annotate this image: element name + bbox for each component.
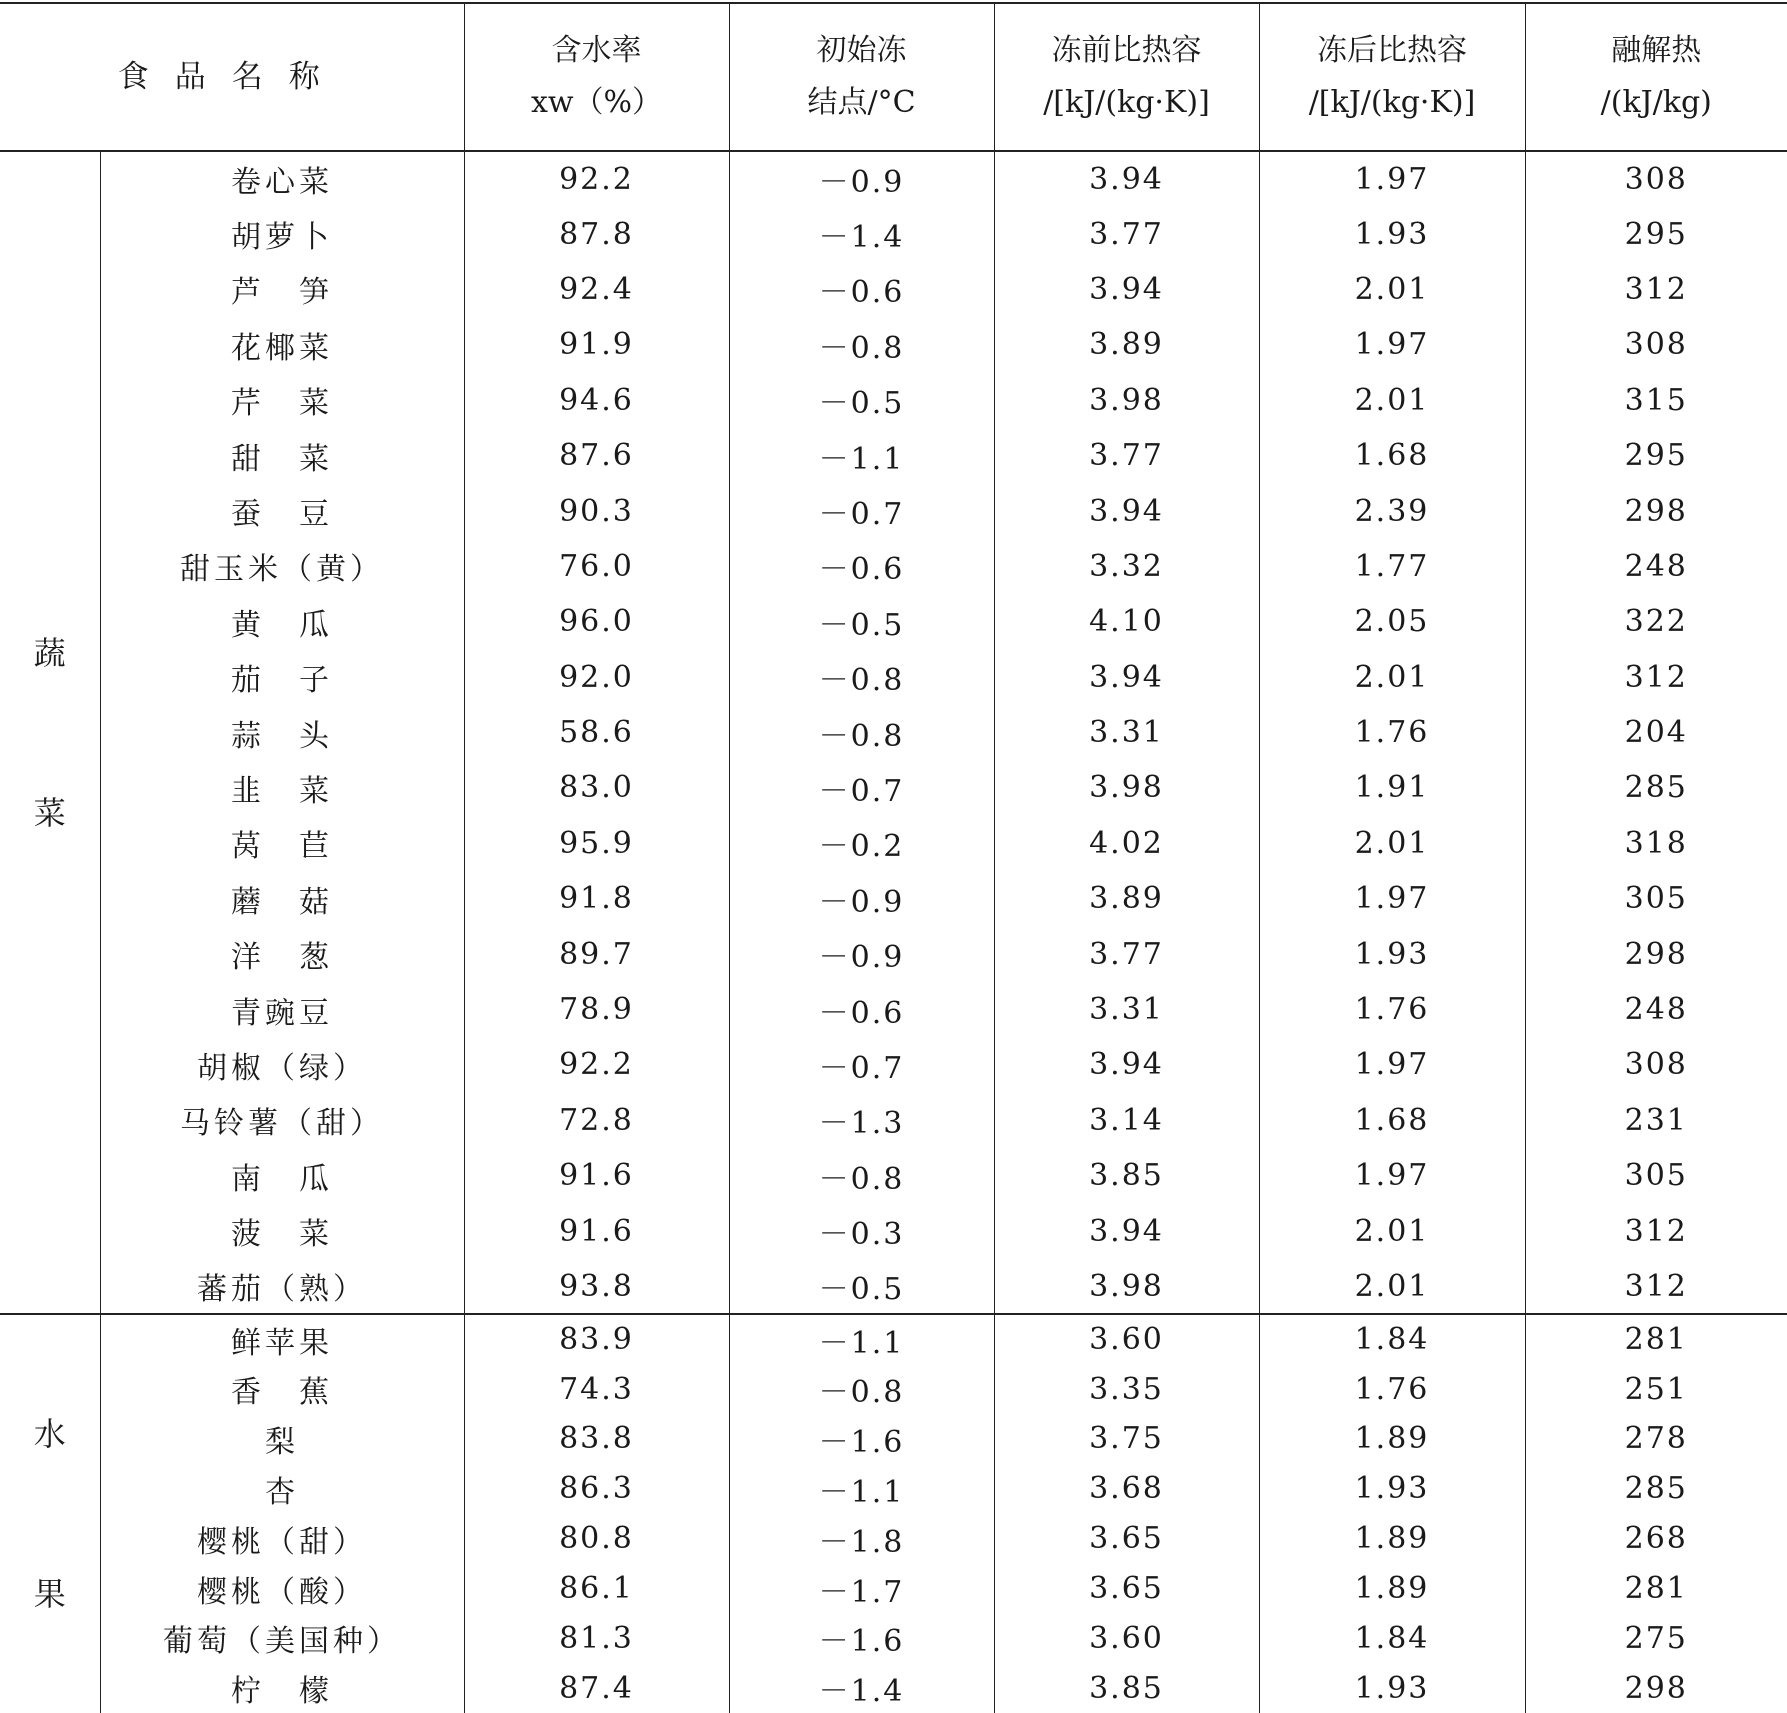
specific-heat-before-cell: 3.75 [994, 1414, 1259, 1464]
specific-heat-before-cell: 3.98 [994, 760, 1259, 815]
food-name-cell: 葡萄（美国种） [100, 1614, 464, 1664]
food-name-cell: 杏 [100, 1464, 464, 1514]
specific-heat-before-cell: 3.31 [994, 982, 1259, 1037]
specific-heat-before-cell: 3.94 [994, 650, 1259, 705]
specific-heat-before-cell: 3.60 [994, 1314, 1259, 1364]
latent-heat-cell: 308 [1525, 317, 1787, 372]
header-latent-heat [1525, 3, 1787, 151]
water-content-cell: 94.6 [464, 373, 729, 428]
table-row [0, 1414, 1787, 1464]
specific-heat-after-cell: 1.93 [1259, 926, 1525, 981]
table-row [0, 1564, 1787, 1614]
specific-heat-after-cell: 2.01 [1259, 1259, 1525, 1314]
specific-heat-before-cell: 3.89 [994, 871, 1259, 926]
specific-heat-before-cell: 3.31 [994, 705, 1259, 760]
specific-heat-before-cell: 3.77 [994, 428, 1259, 483]
specific-heat-after-cell: 1.97 [1259, 1148, 1525, 1203]
specific-heat-before-cell: 3.77 [994, 206, 1259, 261]
food-name-cell: 樱桃（酸） [100, 1564, 464, 1614]
freezing-point-cell: －1.1 [729, 1464, 994, 1514]
latent-heat-cell: 281 [1525, 1314, 1787, 1364]
header-specific-heat-after [1259, 3, 1525, 151]
specific-heat-after-cell: 1.89 [1259, 1564, 1525, 1614]
water-content-cell: 87.6 [464, 428, 729, 483]
table-row [0, 151, 1787, 206]
water-content-cell: 90.3 [464, 483, 729, 538]
table-row [0, 816, 1787, 871]
specific-heat-before-cell: 3.98 [994, 1259, 1259, 1314]
freezing-point-cell: －0.7 [729, 760, 994, 815]
header-cp-before-title: 冻前比热容 [995, 25, 1259, 77]
latent-heat-cell: 312 [1525, 650, 1787, 705]
table-row [0, 1314, 1787, 1364]
specific-heat-before-cell: 3.94 [994, 151, 1259, 206]
specific-heat-before-cell: 3.77 [994, 926, 1259, 981]
latent-heat-cell: 312 [1525, 262, 1787, 317]
specific-heat-after-cell: 1.84 [1259, 1614, 1525, 1664]
specific-heat-before-cell: 3.35 [994, 1364, 1259, 1414]
food-name-cell: 芦 笋 [100, 262, 464, 317]
latent-heat-cell: 312 [1525, 1259, 1787, 1314]
food-name-cell: 蚕 豆 [100, 483, 464, 538]
latent-heat-cell: 248 [1525, 539, 1787, 594]
header-cp-after-title: 冻后比热容 [1260, 25, 1525, 77]
water-content-cell: 87.8 [464, 206, 729, 261]
latent-heat-cell: 268 [1525, 1514, 1787, 1564]
group-label-fruits-char-1: 水 [0, 1354, 100, 1514]
latent-heat-cell: 312 [1525, 1203, 1787, 1258]
latent-heat-cell: 308 [1525, 1037, 1787, 1092]
table-row [0, 206, 1787, 261]
water-content-cell: 86.1 [464, 1564, 729, 1614]
specific-heat-before-cell: 3.32 [994, 539, 1259, 594]
specific-heat-after-cell: 1.76 [1259, 1364, 1525, 1414]
freezing-point-cell: －0.3 [729, 1203, 994, 1258]
header-water-content [464, 3, 729, 151]
specific-heat-after-cell: 2.39 [1259, 483, 1525, 538]
table-row [0, 1364, 1787, 1414]
freezing-point-cell: －0.9 [729, 926, 994, 981]
specific-heat-after-cell: 1.76 [1259, 705, 1525, 760]
latent-heat-cell: 308 [1525, 151, 1787, 206]
table-header [0, 3, 1787, 151]
water-content-cell: 91.8 [464, 871, 729, 926]
specific-heat-after-cell: 1.68 [1259, 428, 1525, 483]
header-cp-before-sub: /[kJ/(kg·K)] [995, 77, 1259, 129]
latent-heat-cell: 295 [1525, 206, 1787, 261]
table-row [0, 1259, 1787, 1314]
freezing-point-cell: －1.4 [729, 1663, 994, 1713]
specific-heat-after-cell: 2.01 [1259, 816, 1525, 871]
water-content-cell: 76.0 [464, 539, 729, 594]
water-content-cell: 74.3 [464, 1364, 729, 1414]
food-name-cell: 蘑 菇 [100, 871, 464, 926]
freezing-point-cell: －0.8 [729, 1364, 994, 1414]
latent-heat-cell: 315 [1525, 373, 1787, 428]
table-row [0, 1203, 1787, 1258]
food-name-cell: 马铃薯（甜） [100, 1093, 464, 1148]
table-row [0, 982, 1787, 1037]
freezing-point-cell: －0.2 [729, 816, 994, 871]
table-row [0, 1464, 1787, 1514]
food-name-cell: 梨 [100, 1414, 464, 1464]
freezing-point-cell: －0.5 [729, 1259, 994, 1314]
table-row [0, 705, 1787, 760]
fruits-section [0, 1314, 1787, 1713]
table-row [0, 760, 1787, 815]
water-content-cell: 87.4 [464, 1663, 729, 1713]
header-specific-heat-before [994, 3, 1259, 151]
water-content-cell: 58.6 [464, 705, 729, 760]
specific-heat-after-cell: 1.93 [1259, 1663, 1525, 1713]
freezing-point-cell: －1.7 [729, 1564, 994, 1614]
latent-heat-cell: 305 [1525, 1148, 1787, 1203]
freezing-point-cell: －1.4 [729, 206, 994, 261]
header-latent-sub: /(kJ/kg) [1526, 77, 1787, 129]
water-content-cell: 91.6 [464, 1203, 729, 1258]
food-name-cell: 胡椒（绿） [100, 1037, 464, 1092]
header-latent-title: 融解热 [1526, 25, 1787, 77]
freezing-point-cell: －0.5 [729, 594, 994, 649]
food-name-cell: 蒜 头 [100, 705, 464, 760]
food-thermal-properties-table [0, 2, 1787, 1713]
header-freeze-title: 初始冻 [730, 25, 994, 77]
specific-heat-after-cell: 1.97 [1259, 871, 1525, 926]
freezing-point-cell: －1.8 [729, 1514, 994, 1564]
water-content-cell: 91.9 [464, 317, 729, 372]
header-water-sub: xw（%） [465, 77, 729, 129]
table-row [0, 926, 1787, 981]
table-row [0, 373, 1787, 428]
water-content-cell: 93.8 [464, 1259, 729, 1314]
freezing-point-cell: －0.8 [729, 317, 994, 372]
food-name-cell: 香 蕉 [100, 1364, 464, 1414]
table-row [0, 1093, 1787, 1148]
water-content-cell: 89.7 [464, 926, 729, 981]
header-food-name: 食品名称 [0, 3, 464, 151]
water-content-cell: 83.8 [464, 1414, 729, 1464]
specific-heat-after-cell: 1.68 [1259, 1093, 1525, 1148]
freezing-point-cell: －0.9 [729, 871, 994, 926]
table-row [0, 1148, 1787, 1203]
specific-heat-after-cell: 1.97 [1259, 317, 1525, 372]
vegetables-section [0, 151, 1787, 1314]
latent-heat-cell: 298 [1525, 926, 1787, 981]
food-name-cell: 青豌豆 [100, 982, 464, 1037]
freezing-point-cell: －0.8 [729, 650, 994, 705]
freezing-point-cell: －1.3 [729, 1093, 994, 1148]
food-name-cell: 菠 菜 [100, 1203, 464, 1258]
specific-heat-before-cell: 3.94 [994, 1037, 1259, 1092]
header-freeze-sub: 结点/°C [730, 77, 994, 129]
latent-heat-cell: 285 [1525, 1464, 1787, 1514]
specific-heat-after-cell: 1.84 [1259, 1314, 1525, 1364]
specific-heat-before-cell: 3.68 [994, 1464, 1259, 1514]
specific-heat-after-cell: 1.77 [1259, 539, 1525, 594]
latent-heat-cell: 231 [1525, 1093, 1787, 1148]
specific-heat-after-cell: 1.89 [1259, 1414, 1525, 1464]
freezing-point-cell: －1.1 [729, 428, 994, 483]
food-name-cell: 芹 菜 [100, 373, 464, 428]
table-row [0, 594, 1787, 649]
latent-heat-cell: 295 [1525, 428, 1787, 483]
freezing-point-cell: －1.6 [729, 1414, 994, 1464]
table-row [0, 262, 1787, 317]
food-name-cell: 胡萝卜 [100, 206, 464, 261]
specific-heat-after-cell: 1.76 [1259, 982, 1525, 1037]
specific-heat-after-cell: 2.01 [1259, 262, 1525, 317]
specific-heat-before-cell: 4.10 [994, 594, 1259, 649]
table-row [0, 483, 1787, 538]
latent-heat-cell: 285 [1525, 760, 1787, 815]
group-label-vegetables [0, 151, 100, 1314]
latent-heat-cell: 298 [1525, 1663, 1787, 1713]
freezing-point-cell: －1.1 [729, 1314, 994, 1364]
table-row [0, 871, 1787, 926]
water-content-cell: 72.8 [464, 1093, 729, 1148]
specific-heat-before-cell: 3.94 [994, 262, 1259, 317]
water-content-cell: 92.4 [464, 262, 729, 317]
specific-heat-before-cell: 3.60 [994, 1614, 1259, 1664]
table-row [0, 1663, 1787, 1713]
specific-heat-after-cell: 1.97 [1259, 1037, 1525, 1092]
latent-heat-cell: 275 [1525, 1614, 1787, 1664]
table-row [0, 428, 1787, 483]
table-row [0, 650, 1787, 705]
freezing-point-cell: －0.7 [729, 483, 994, 538]
header-cp-after-sub: /[kJ/(kg·K)] [1260, 77, 1525, 129]
food-name-cell: 樱桃（甜） [100, 1514, 464, 1564]
specific-heat-after-cell: 1.93 [1259, 1464, 1525, 1514]
specific-heat-before-cell: 3.85 [994, 1148, 1259, 1203]
food-name-cell: 蕃茄（熟） [100, 1259, 464, 1314]
water-content-cell: 81.3 [464, 1614, 729, 1664]
freezing-point-cell: －0.9 [729, 151, 994, 206]
specific-heat-after-cell: 1.89 [1259, 1514, 1525, 1564]
food-name-cell: 茄 子 [100, 650, 464, 705]
food-name-cell: 韭 菜 [100, 760, 464, 815]
food-name-cell: 鲜苹果 [100, 1314, 464, 1364]
table-row [0, 1514, 1787, 1564]
specific-heat-before-cell: 3.94 [994, 483, 1259, 538]
food-name-cell: 黄 瓜 [100, 594, 464, 649]
group-label-fruits [0, 1314, 100, 1713]
freezing-point-cell: －0.7 [729, 1037, 994, 1092]
freezing-point-cell: －0.6 [729, 262, 994, 317]
freezing-point-cell: －0.5 [729, 373, 994, 428]
freezing-point-cell: －0.8 [729, 1148, 994, 1203]
table-row [0, 539, 1787, 594]
latent-heat-cell: 248 [1525, 982, 1787, 1037]
specific-heat-after-cell: 2.01 [1259, 650, 1525, 705]
water-content-cell: 83.0 [464, 760, 729, 815]
latent-heat-cell: 298 [1525, 483, 1787, 538]
freezing-point-cell: －1.6 [729, 1614, 994, 1664]
water-content-cell: 96.0 [464, 594, 729, 649]
group-label-fruits-char-2: 果 [0, 1514, 100, 1674]
water-content-cell: 92.0 [464, 650, 729, 705]
table-row [0, 1037, 1787, 1092]
food-name-cell: 花椰菜 [100, 317, 464, 372]
specific-heat-before-cell: 3.98 [994, 373, 1259, 428]
water-content-cell: 91.6 [464, 1148, 729, 1203]
latent-heat-cell: 281 [1525, 1564, 1787, 1614]
table-row [0, 1614, 1787, 1664]
group-label-vegetables-char-1: 蔬 [0, 573, 100, 733]
latent-heat-cell: 305 [1525, 871, 1787, 926]
header-initial-freezing-point [729, 3, 994, 151]
specific-heat-before-cell: 3.94 [994, 1203, 1259, 1258]
water-content-cell: 95.9 [464, 816, 729, 871]
water-content-cell: 92.2 [464, 1037, 729, 1092]
group-label-vegetables-char-2: 菜 [0, 733, 100, 893]
specific-heat-after-cell: 1.97 [1259, 151, 1525, 206]
header-water-title: 含水率 [465, 25, 729, 77]
specific-heat-before-cell: 3.85 [994, 1663, 1259, 1713]
water-content-cell: 80.8 [464, 1514, 729, 1564]
specific-heat-before-cell: 3.89 [994, 317, 1259, 372]
freezing-point-cell: －0.8 [729, 705, 994, 760]
water-content-cell: 92.2 [464, 151, 729, 206]
freezing-point-cell: －0.6 [729, 539, 994, 594]
food-name-cell: 洋 葱 [100, 926, 464, 981]
specific-heat-before-cell: 3.14 [994, 1093, 1259, 1148]
specific-heat-after-cell: 1.93 [1259, 206, 1525, 261]
food-name-cell: 柠 檬 [100, 1663, 464, 1713]
water-content-cell: 83.9 [464, 1314, 729, 1364]
food-name-cell: 甜玉米（黄） [100, 539, 464, 594]
latent-heat-cell: 278 [1525, 1414, 1787, 1464]
water-content-cell: 78.9 [464, 982, 729, 1037]
specific-heat-before-cell: 3.65 [994, 1564, 1259, 1614]
latent-heat-cell: 318 [1525, 816, 1787, 871]
food-name-cell: 卷心菜 [100, 151, 464, 206]
latent-heat-cell: 251 [1525, 1364, 1787, 1414]
water-content-cell: 86.3 [464, 1464, 729, 1514]
specific-heat-after-cell: 2.01 [1259, 1203, 1525, 1258]
specific-heat-after-cell: 2.01 [1259, 373, 1525, 428]
food-name-cell: 莴 苣 [100, 816, 464, 871]
specific-heat-after-cell: 1.91 [1259, 760, 1525, 815]
table-row [0, 317, 1787, 372]
specific-heat-before-cell: 4.02 [994, 816, 1259, 871]
latent-heat-cell: 322 [1525, 594, 1787, 649]
specific-heat-after-cell: 2.05 [1259, 594, 1525, 649]
food-name-cell: 南 瓜 [100, 1148, 464, 1203]
freezing-point-cell: －0.6 [729, 982, 994, 1037]
specific-heat-before-cell: 3.65 [994, 1514, 1259, 1564]
food-name-cell: 甜 菜 [100, 428, 464, 483]
latent-heat-cell: 204 [1525, 705, 1787, 760]
